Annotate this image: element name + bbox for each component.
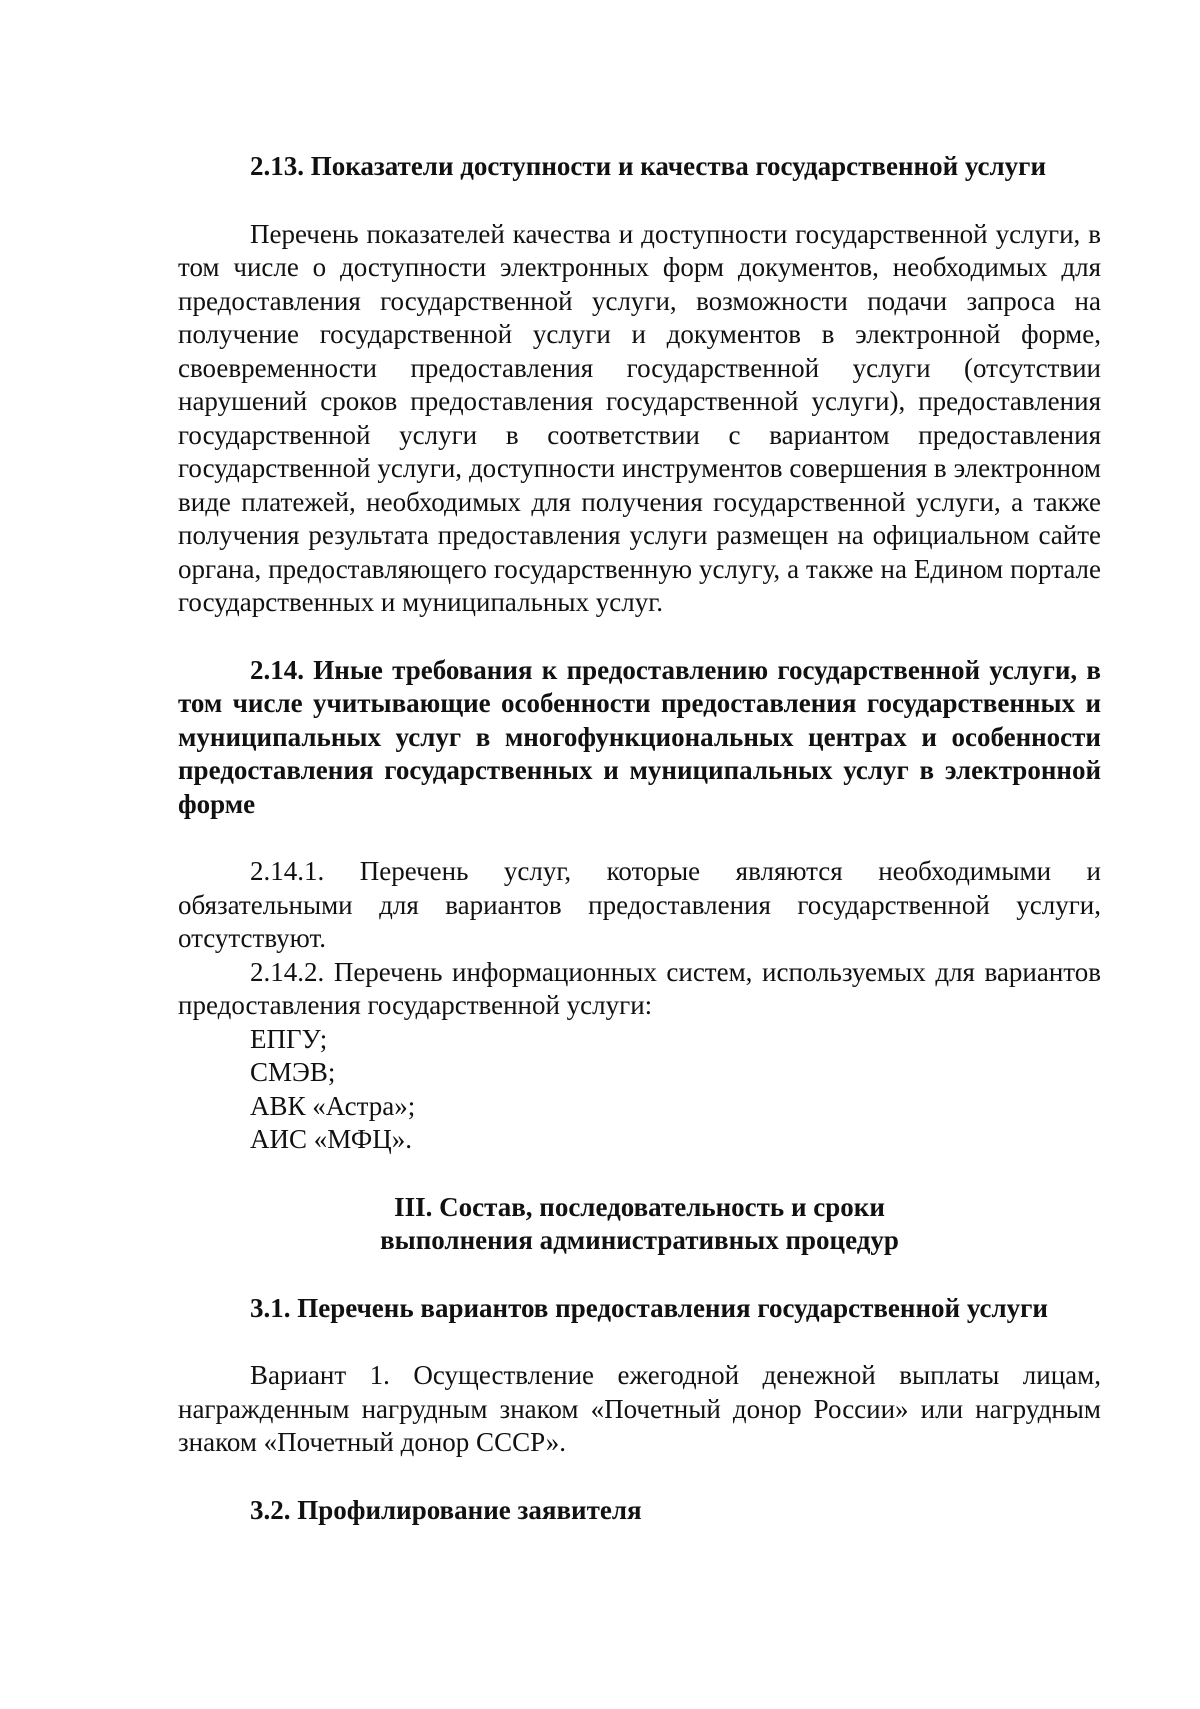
spacer	[178, 1157, 1101, 1191]
spacer	[178, 1460, 1101, 1494]
spacer	[178, 1258, 1101, 1292]
spacer	[178, 821, 1101, 855]
document-page	[178, 150, 1101, 1527]
paragraph-2-14-2: 2.14.2. Перечень информационных систем, используемых для вариантов предоставления государственной услуги:	[178, 956, 1101, 1020]
system-item-epgu: ЕПГУ;	[250, 1023, 328, 1054]
system-item-ais-mfc: АИС «МФЦ».	[250, 1124, 412, 1154]
spacer	[178, 620, 1101, 654]
spacer	[178, 184, 1101, 218]
system-item-smev: СМЭВ;	[250, 1057, 336, 1087]
heading-2-14: 2.14. Иные требования к предоставлению государственной услуги, в том числе учитывающие особенности предоставления государственных и муниципальных услуг в многофункциональных центрах и особенности предоставления государственных и муниципальных услуг в электронной форме	[178, 654, 1101, 819]
system-item-avk-astra: АВК «Астра»;	[250, 1090, 416, 1121]
heading-3-1: 3.1. Перечень вариантов предоставления государственной услуги	[250, 1292, 1048, 1323]
paragraph-2-14-1: 2.14.1. Перечень услуг, которые являются необходимыми и обязательными для вариантов предоставления государственной услуги, отсутствуют.	[178, 856, 1101, 953]
heading-section-3-line-1: III. Состав, последовательность и сроки	[394, 1191, 885, 1222]
heading-section-3-line-2: выполнения административных процедур	[380, 1225, 899, 1255]
paragraph-3-1: Вариант 1. Осуществление ежегодной денежной выплаты лицам, награжденным нагрудным знаком «Почетный донор России» или нагрудным знаком «Почетный донор СССР».	[178, 1360, 1101, 1457]
heading-3-2: 3.2. Профилирование заявителя	[250, 1494, 642, 1525]
paragraph-2-13: Перечень показателей качества и доступности государственной услуги, в том числе о доступности электронных форм документов, необходимых для предоставления государственной услуги, возможности подачи запроса на получение государственной услуги и документов в электронной форме, своевременности предоставления государственной услуги (отсутствии нарушений сроков предоставления государственной услуги), предоставления государственной услуги в соответствии с вариантом предоставления государственной услуги, доступности инструментов совершения в электронном виде платежей, необходимых для получения государственной услуги, а также получения результата предоставления услуги размещен на официальном сайте органа, предоставляющего государственную услугу, а также на Едином портале государственных и муниципальных услуг.	[178, 218, 1101, 617]
spacer	[178, 1325, 1101, 1359]
heading-2-13: 2.13. Показатели доступности и качества государственной услуги	[250, 151, 1046, 181]
